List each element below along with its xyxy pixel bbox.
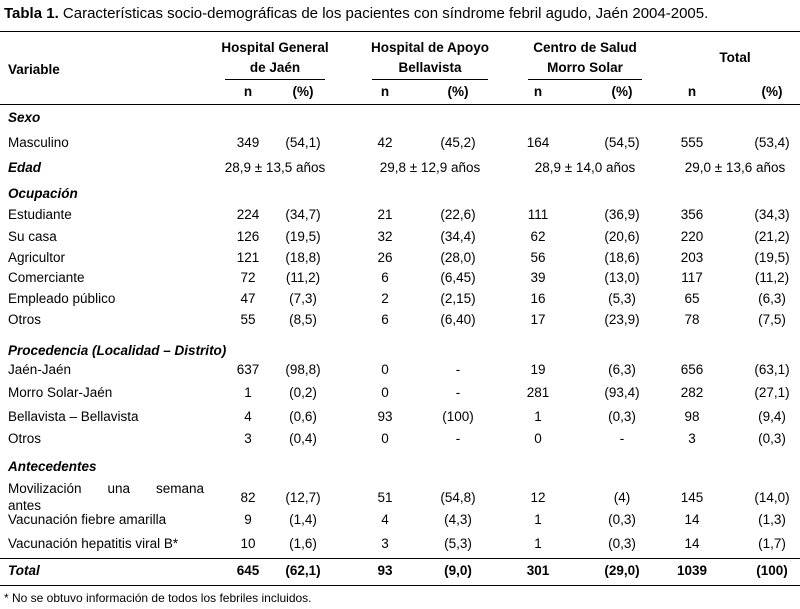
group-underline [528,79,642,80]
pct-cell: (0,4) [289,431,317,446]
pct-header: (%) [611,84,633,99]
pct-cell: (6,3) [608,362,636,377]
n-cell: 0 [381,385,389,400]
n-cell: 656 [680,362,704,377]
n-cell: 126 [236,229,260,244]
pct-cell: (5,3) [608,291,636,306]
pct-cell: (9,0) [444,563,472,578]
pct-cell: (7,3) [289,291,317,306]
pct-cell: (0,3) [608,512,636,527]
pct-header: (%) [761,84,783,99]
pct-cell: (28,0) [440,250,476,265]
pct-cell: (34,4) [440,229,476,244]
pct-cell: (19,5) [754,250,790,265]
pct-cell: (54,1) [285,135,321,150]
pct-cell: (45,2) [440,135,476,150]
n-cell: 117 [681,270,703,285]
pct-cell: (5,3) [444,536,472,551]
n-cell: 224 [236,207,260,222]
pct-cell: (19,5) [285,229,321,244]
n-cell: 14 [684,512,700,527]
n-cell: 0 [381,431,389,446]
mean-cell: 28,9 ± 13,5 años [224,160,326,175]
n-cell: 65 [684,291,700,306]
n-cell: 1 [534,512,542,527]
n-cell: 282 [680,385,704,400]
pct-cell: (1,4) [289,512,317,527]
group-header-line2: Bellavista [398,60,462,75]
group-header-3 [533,38,637,78]
n-cell: 51 [377,490,393,505]
pct-cell: (63,1) [754,362,790,377]
n-cell: 56 [530,250,546,265]
n-cell: 26 [377,250,393,265]
pct-cell: (98,8) [285,362,321,377]
n-cell: 47 [240,291,256,306]
pct-cell: (18,6) [604,250,640,265]
pct-cell: (53,4) [754,135,790,150]
pct-cell: (8,5) [289,312,317,327]
n-cell: 78 [684,312,700,327]
n-cell: 645 [236,563,260,578]
n-cell: 82 [240,490,256,505]
group-header-line2: Morro Solar [547,60,623,75]
n-cell: 3 [381,536,389,551]
n-cell: 4 [381,512,389,527]
pct-cell: (34,3) [754,207,790,222]
n-cell: 55 [240,312,256,327]
pct-cell: (4,3) [444,512,472,527]
n-cell: 16 [530,291,546,306]
n-cell: 3 [244,431,252,446]
mean-cell: 29,0 ± 13,6 años [684,160,786,175]
n-header: n [243,84,253,99]
total-rule [0,558,800,559]
row-label: Vacunación hepatitis viral B* [8,536,179,551]
pct-cell: (7,5) [758,312,786,327]
n-cell: 356 [680,207,704,222]
table-caption [4,5,708,22]
pct-header: (%) [292,84,314,99]
n-cell: 1 [534,536,542,551]
caption-label: Tabla 1. [4,5,59,22]
n-header: n [380,84,390,99]
header-rule [0,104,800,105]
row-label: Bellavista – Bellavista [8,409,139,424]
pct-cell: (9,4) [758,409,786,424]
pct-cell: - [455,385,461,400]
section-title: Sexo [8,110,41,125]
group-header-line1: Hospital General [221,40,329,55]
pct-cell: (6,40) [440,312,476,327]
row-label: Agricultor [8,250,66,265]
pct-cell: (12,7) [285,490,321,505]
top-rule [0,31,800,32]
caption-text: Características socio-demográficas de los pacientes con síndrome febril agudo, Jaén 2004-2005. [58,5,709,22]
group-header-line1: Centro de Salud [533,40,637,55]
n-cell: 203 [680,250,704,265]
pct-cell: (21,2) [754,229,790,244]
row-label: Empleado público [8,291,116,306]
group-underline [225,79,325,80]
n-cell: 0 [381,362,389,377]
n-cell: 220 [680,229,704,244]
row-label: Total [8,563,40,578]
n-cell: 32 [377,229,393,244]
n-cell: 0 [534,431,542,446]
bottom-rule [0,585,800,586]
row-label: Otros [8,431,42,446]
group-header-line1: Total [719,50,751,65]
n-cell: 19 [530,362,546,377]
row-label: Movilización una semana [8,481,204,496]
row-label: Edad [8,160,42,175]
n-cell: 9 [244,512,252,527]
row-label: Vacunación fiebre amarilla [8,512,167,527]
group-header-line2: de Jaén [249,60,301,75]
pct-cell: (1,7) [758,536,786,551]
row-label: Masculino [8,135,69,150]
pct-cell: - [455,431,461,446]
pct-cell: (11,2) [754,270,790,285]
n-cell: 72 [240,270,256,285]
row-label: Comerciante [8,270,85,285]
pct-cell: (22,6) [440,207,476,222]
pct-cell: (34,7) [285,207,321,222]
n-cell: 1039 [676,563,708,578]
n-cell: 93 [377,563,393,578]
n-cell: 1 [534,409,542,424]
mean-cell: 29,8 ± 12,9 años [379,160,481,175]
pct-cell: (1,6) [289,536,317,551]
pct-cell: (18,8) [285,250,321,265]
n-cell: 4 [244,409,252,424]
n-cell: 637 [236,362,260,377]
pct-cell: (23,9) [604,312,640,327]
n-header: n [533,84,543,99]
row-label-continued: antes [8,498,42,513]
pct-cell: (14,0) [754,490,790,505]
pct-cell: (100) [756,563,788,578]
group-underline [372,79,488,80]
n-cell: 14 [684,536,700,551]
group-header-4 [719,48,750,68]
footnote: * No se obtuvo información de todos los febriles incluidos. [4,591,312,605]
pct-cell: (1,3) [758,512,786,527]
mean-cell: 28,9 ± 14,0 años [534,160,636,175]
n-cell: 42 [377,135,393,150]
n-cell: 93 [377,409,393,424]
variable-header: Variable [8,62,60,77]
n-cell: 3 [688,431,696,446]
row-label: Su casa [8,229,57,244]
pct-cell: (54,5) [604,135,640,150]
section-title: Antecedentes [8,459,97,474]
pct-cell: (4) [613,490,631,505]
pct-cell: (11,2) [285,270,321,285]
n-cell: 555 [680,135,704,150]
pct-cell: (29,0) [604,563,640,578]
pct-cell: (100) [442,409,474,424]
n-cell: 111 [527,207,549,222]
n-cell: 39 [530,270,546,285]
n-cell: 6 [381,270,389,285]
n-cell: 98 [684,409,700,424]
n-header: n [687,84,697,99]
n-cell: 62 [530,229,546,244]
row-label: Estudiante [8,207,72,222]
group-header-1 [221,38,328,78]
n-cell: 12 [530,490,546,505]
group-header-2 [371,38,489,78]
pct-cell: (0,6) [289,409,317,424]
n-cell: 21 [377,207,393,222]
pct-cell: (36,9) [604,207,640,222]
n-cell: 2 [381,291,389,306]
pct-cell: (6,45) [440,270,476,285]
n-cell: 281 [526,385,550,400]
n-cell: 1 [244,385,252,400]
pct-cell: - [455,362,461,377]
pct-cell: (93,4) [604,385,640,400]
pct-cell: (0,2) [289,385,317,400]
pct-cell: (54,8) [440,490,476,505]
n-cell: 301 [526,563,550,578]
section-title: Ocupación [8,186,78,201]
n-cell: 349 [236,135,260,150]
pct-cell: (0,3) [608,409,636,424]
n-cell: 145 [680,490,704,505]
n-cell: 17 [530,312,546,327]
pct-cell: (0,3) [758,431,786,446]
n-cell: 164 [526,135,550,150]
pct-cell: (13,0) [604,270,640,285]
pct-cell: (0,3) [608,536,636,551]
n-cell: 6 [381,312,389,327]
pct-cell: - [619,431,625,446]
group-header-line1: Hospital de Apoyo [370,40,490,55]
pct-cell: (27,1) [754,385,790,400]
pct-cell: (6,3) [758,291,786,306]
section-title: Procedencia (Localidad – Distrito) [8,343,227,358]
pct-cell: (2,15) [440,291,476,306]
pct-cell: (62,1) [285,563,321,578]
pct-header: (%) [447,84,469,99]
n-cell: 121 [236,250,260,265]
pct-cell: (20,6) [604,229,640,244]
row-label: Morro Solar-Jaén [8,385,113,400]
row-label: Otros [8,312,42,327]
row-label: Jaén-Jaén [8,362,72,377]
n-cell: 10 [240,536,256,551]
